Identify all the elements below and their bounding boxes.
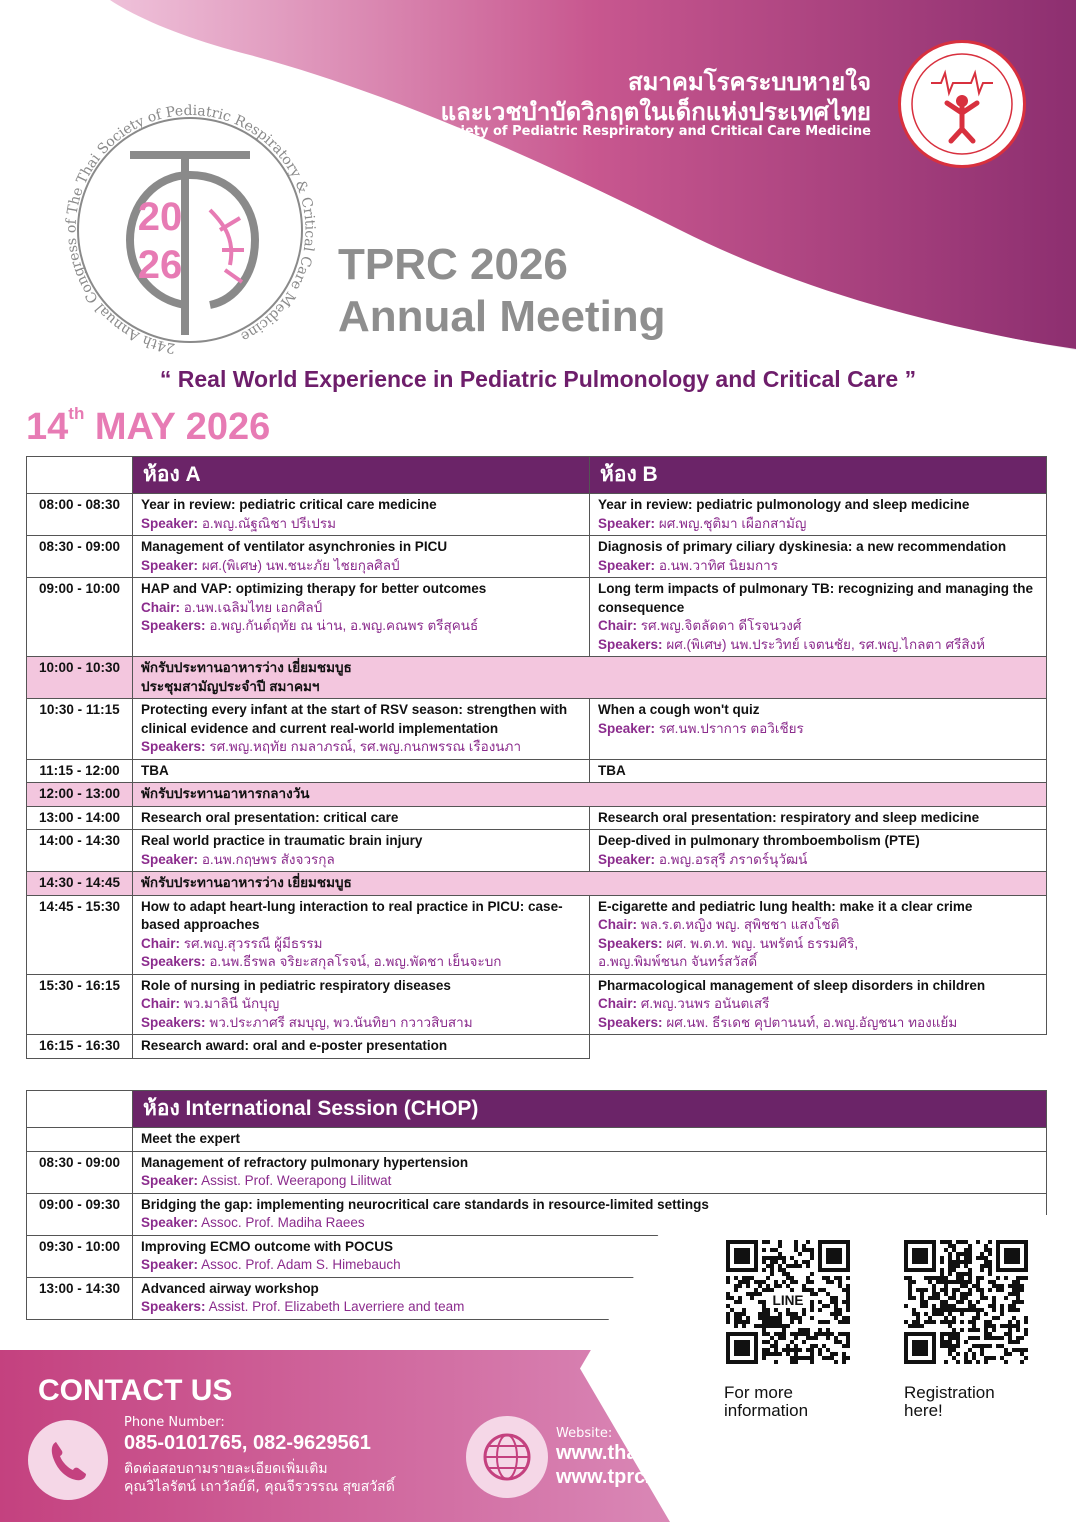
session-title: E-cigarette and pediatric lung health: make it a clear crime	[598, 898, 973, 914]
person-role-label: Speaker:	[598, 557, 656, 573]
person-names: ผศ.พญ.ชุติมา เผือกสามัญ	[658, 515, 807, 531]
congress-ring-text: 24th Annual Congress of The Thai Society of Pediatric Respiratory & Critical Care Medicine	[63, 102, 318, 356]
session-title: Bridging the gap: implementing neurocritical care standards in resource-limited settings	[141, 1196, 709, 1212]
session-person-line	[598, 515, 1038, 534]
session-row	[27, 759, 1047, 783]
person-role-label: Speaker:	[598, 720, 656, 736]
room-b-session	[590, 1035, 1047, 1059]
line-qr-code-icon[interactable]	[722, 1236, 854, 1368]
break-text: พักรับประทานอาหารกลางวัน	[141, 786, 310, 801]
congress-year-top: 20	[137, 195, 183, 239]
person-role-label: Speaker:	[141, 851, 199, 867]
session-title: Diagnosis of primary ciliary dyskinesia: a new recommendation	[598, 539, 1007, 554]
session-person-line	[141, 851, 581, 870]
time-slot: 09:00 - 09:30	[27, 1193, 133, 1235]
session-title: Management of ventilator asynchronies in PICU	[141, 539, 448, 554]
session-title: Management of refractory pulmonary hypertension	[141, 1154, 469, 1170]
session-person-line	[141, 738, 581, 757]
congress-logo	[60, 100, 320, 360]
session-person-line	[598, 617, 1038, 636]
time-slot: 09:00 - 10:00	[27, 578, 133, 657]
person-names: อ.นพ.กฤษพร สังจวรกุล	[201, 851, 335, 867]
person-names: ผศ. พ.ต.ท. พญ. นพรัตน์ ธรรมศิริ,	[666, 935, 859, 951]
person-role-label: Speakers:	[141, 739, 206, 754]
session-person-line	[141, 935, 581, 954]
person-role-label: Chair:	[598, 917, 638, 932]
time-slot: 14:30 - 14:45	[27, 872, 133, 896]
contact-note-line1: ติดต่อสอบถามรายละเอียดเพิ่มเติม	[124, 1461, 328, 1477]
phone-icon	[28, 1420, 108, 1500]
person-names: อ.พญ.อรสุรี ภราดร์นุวัฒน์	[658, 851, 808, 867]
person-role-label: Speakers:	[598, 636, 663, 652]
session-title: TBA	[141, 762, 169, 778]
room-b-session	[590, 895, 1047, 974]
session-title: Year in review: pediatric critical care medicine	[141, 497, 437, 512]
room-b-session	[590, 830, 1047, 872]
person-role-label: Speaker:	[141, 557, 199, 573]
session-title: Role of nursing in pediatric respiratory diseases	[141, 977, 451, 993]
society-thai-name-line2: และเวชบำบัดวิกฤตในเด็กแห่งประเทศไทย	[440, 98, 871, 126]
person-role-label: Speakers:	[141, 1299, 206, 1314]
room-a-session	[133, 806, 590, 830]
person-role-label: Speakers:	[598, 935, 663, 951]
society-logo	[898, 40, 1026, 168]
person-role-label: Chair:	[141, 996, 181, 1011]
room-a-session	[133, 699, 590, 760]
session-person-line	[598, 851, 1038, 870]
person-names: อ.พญ.พิมพ์ชนก จันทร์สวัสดิ์	[598, 954, 758, 969]
break-text: ประชุมสามัญประจำปี สมาคมฯ	[141, 678, 320, 694]
time-slot: 09:30 - 10:00	[27, 1235, 133, 1277]
room-b-session	[590, 494, 1047, 536]
society-logo-emblem-icon	[901, 43, 1023, 165]
event-date-day: 14	[26, 406, 69, 448]
person-names: Assoc. Prof. Adam S. Himebauch	[201, 1257, 401, 1272]
session-person-line	[141, 995, 581, 1014]
session-row	[27, 1035, 1047, 1059]
person-names: อ.พญ.ณัฐณิชา ปรีเปรม	[201, 515, 336, 531]
person-role-label: Speakers:	[141, 618, 206, 633]
time-slot: 13:00 - 14:30	[27, 1277, 133, 1319]
session-title: How to adapt heart-lung interaction to real practice in PICU: case-based approaches	[141, 898, 563, 932]
international-room-header: ห้อง International Session (CHOP)	[133, 1091, 1047, 1128]
info-qr-caption-line2: information	[724, 1401, 809, 1420]
session-row	[27, 578, 1047, 657]
break-row	[27, 657, 1047, 699]
person-role-label: Speakers:	[598, 1014, 663, 1030]
person-names: รศ.พญ.สุวรรณี ผู้มีธรรม	[183, 935, 323, 951]
session-person-line	[141, 599, 581, 618]
time-slot: 10:00 - 10:30	[27, 657, 133, 699]
session-person-line	[141, 953, 581, 972]
session-title: Deep-dived in pulmonary thromboembolism (PTE)	[598, 833, 920, 848]
session-title: Meet the expert	[141, 1131, 241, 1146]
event-date	[26, 404, 270, 449]
room-a-session	[133, 759, 590, 783]
session-row	[27, 895, 1047, 974]
session-person-line	[598, 916, 1038, 935]
phone-label: Phone Number:	[124, 1415, 225, 1430]
person-names: รศ.นพ.ปราการ ตอวิเชียร	[658, 720, 804, 736]
session-row	[27, 974, 1047, 1035]
break-cell	[133, 872, 1047, 896]
time-slot: 12:00 - 13:00	[27, 783, 133, 807]
globe-icon	[466, 1416, 548, 1498]
session-title: HAP and VAP: optimizing therapy for better outcomes	[141, 581, 487, 596]
session-person-line	[141, 617, 581, 636]
society-english-name: The Thai Society of Pediatric Respriratory and Critical Care Medicine	[367, 124, 871, 139]
room-a-session	[133, 494, 590, 536]
room-a-session	[133, 536, 590, 578]
person-role-label: Speaker:	[141, 515, 199, 531]
event-title-line1: TPRC 2026	[338, 240, 568, 289]
session-person-line	[598, 720, 1038, 739]
person-role-label: Speaker:	[141, 1257, 199, 1272]
person-names: รศ.พญ.จิตลัดดา ดีโรจนวงศ์	[640, 618, 802, 633]
session-person-line	[598, 1014, 1038, 1033]
break-row	[27, 783, 1047, 807]
person-names: ผศ.(พิเศษ) นพ.ประวิทย์ เจตนชัย, รศ.พญ.ไกลตา ศรีสิงห์	[666, 636, 986, 652]
person-names: อ.นพ.วาทิศ นิยมการ	[658, 557, 778, 573]
registration-qr-code-icon[interactable]	[900, 1236, 1032, 1368]
event-date-month-year: MAY 2026	[94, 406, 271, 448]
time-slot: 14:00 - 14:30	[27, 830, 133, 872]
event-title-line2: Annual Meeting	[338, 292, 666, 341]
session-row	[27, 830, 1047, 872]
time-slot: 08:00 - 08:30	[27, 494, 133, 536]
person-role-label: Chair:	[598, 618, 638, 633]
session-row	[27, 806, 1047, 830]
event-date-suffix: th	[68, 404, 85, 423]
person-role-label: Chair:	[141, 935, 181, 951]
session-title: Research award: oral and e-poster presentation	[141, 1038, 448, 1053]
congress-year-bottom: 26	[137, 243, 183, 287]
header-blank-cell	[27, 457, 133, 494]
session-title: TBA	[598, 762, 626, 778]
website-link-tprc2026[interactable]: www.tprc2026.com	[556, 1466, 737, 1488]
session-person-line	[141, 1172, 1038, 1191]
room-b-session	[590, 699, 1047, 760]
session-row	[27, 536, 1047, 578]
room-b-session	[590, 759, 1047, 783]
session-title: Research oral presentation: critical care	[141, 809, 399, 825]
international-header-row	[27, 1091, 1047, 1128]
person-role-label: Speaker:	[598, 515, 656, 531]
room-b-session	[590, 806, 1047, 830]
time-slot: 14:45 - 15:30	[27, 895, 133, 974]
session-person-line	[598, 995, 1038, 1014]
time-slot: 16:15 - 16:30	[27, 1035, 133, 1059]
room-b-session	[590, 974, 1047, 1035]
room-a-session	[133, 1035, 590, 1059]
session-title: Research oral presentation: respiratory and sleep medicine	[598, 809, 980, 825]
international-session	[133, 1128, 1047, 1152]
contact-note-line2: คุณวิไลรัตน์ เถาวัลย์ดี, คุณจีรวรรณ สุขสวัสดิ์	[124, 1479, 395, 1495]
person-role-label: Speaker:	[598, 851, 656, 867]
break-row	[27, 872, 1047, 896]
session-person-line	[598, 935, 1038, 954]
phone-numbers: 085-0101765, 082-9629561	[124, 1432, 371, 1454]
person-names: อ.นพ.ธีรพล จริยะสกุลโรจน์, อ.พญ.พัดชา เย็นจะบก	[209, 954, 502, 969]
registration-qr-caption-line2: here!	[904, 1401, 943, 1420]
person-names: ผศ.นพ. ธีรเดช คุปตานนท์, อ.พญ.อัญชนา ทองแย้ม	[666, 1014, 958, 1030]
session-title: Long term impacts of pulmonary TB: recognizing and managing the consequence	[598, 581, 1034, 615]
person-role-label: Speakers:	[141, 1014, 206, 1030]
room-b-session	[590, 536, 1047, 578]
person-names: Assoc. Prof. Madiha Raees	[201, 1215, 365, 1230]
person-role-label: Chair:	[598, 996, 638, 1011]
session-person-line	[598, 953, 1038, 972]
person-role-label: Speakers:	[141, 954, 206, 969]
event-theme: “ Real World Experience in Pediatric Pulmonology and Critical Care ”	[159, 366, 917, 392]
international-session	[133, 1151, 1047, 1193]
person-names: อ.นพ.เฉลิมไทย เอกศิลป์	[183, 599, 323, 615]
time-slot: 08:30 - 09:00	[27, 1151, 133, 1193]
international-session-row	[27, 1128, 1047, 1152]
session-title: Real world practice in traumatic brain injury	[141, 833, 423, 848]
session-row	[27, 699, 1047, 760]
person-role-label: Chair:	[141, 599, 181, 615]
time-slot	[27, 1128, 133, 1152]
room-a-session	[133, 895, 590, 974]
room-b-header: ห้อง B	[590, 457, 1047, 494]
website-label: Website:	[556, 1426, 613, 1441]
time-slot: 11:15 - 12:00	[27, 759, 133, 783]
schedule-header-row	[27, 457, 1047, 494]
session-person-line	[598, 557, 1038, 576]
society-thai-name-line1: สมาคมโรคระบบหายใจ	[627, 68, 871, 96]
room-a-session	[133, 578, 590, 657]
person-names: พว.มาลินี นักบุญ	[183, 996, 280, 1011]
person-names: พว.ประภาศรี สมบุญ, พว.นันทิยา กวาวสิบสาม	[209, 1014, 473, 1030]
contact-heading: CONTACT US	[38, 1374, 233, 1407]
person-names: พล.ร.ต.หญิง พญ. สุพิชชา แสงโชติ	[640, 917, 840, 932]
session-title: Advanced airway workshop	[141, 1280, 319, 1296]
person-names: ผศ.(พิเศษ) นพ.ชนะภัย ไชยกุลศิลป์	[201, 557, 400, 573]
person-names: อ.พญ.กันต์ฤทัย ณ น่าน, อ.พญ.คณพร ตรีสุคนธ์	[209, 618, 479, 633]
room-b-session	[590, 578, 1047, 657]
info-qr-caption	[724, 1384, 808, 1420]
person-role-label: Speaker:	[141, 1215, 199, 1230]
registration-qr-caption	[904, 1384, 995, 1420]
international-session-row	[27, 1151, 1047, 1193]
schedule-table	[26, 456, 1047, 1059]
session-title: Year in review: pediatric pulmonology and sleep medicine	[598, 497, 970, 512]
session-person-line	[141, 515, 581, 534]
person-names: Assist. Prof. Weerapong Lilitwat	[201, 1173, 392, 1188]
session-person-line	[141, 1014, 581, 1033]
session-title: Protecting every infant at the start of RSV season: strengthen with clinical evidence and current real-world implementation	[141, 702, 568, 736]
room-a-header: ห้อง A	[133, 457, 590, 494]
session-title: When a cough won't quiz	[598, 702, 760, 717]
session-title: Improving ECMO outcome with POCUS	[141, 1238, 394, 1254]
session-title: Pharmacological management of sleep disorders in children	[598, 977, 986, 993]
person-names: รศ.พญ.หฤทัย กมลาภรณ์, รศ.พญ.กนกพรรณ เรืองนภา	[209, 739, 522, 754]
session-row	[27, 494, 1047, 536]
break-text: พักรับประทานอาหารว่าง เยี่ยมชมบูธ	[141, 660, 352, 675]
time-slot: 10:30 - 11:15	[27, 699, 133, 760]
session-person-line	[598, 636, 1038, 655]
session-person-line	[141, 557, 581, 576]
person-names: Assist. Prof. Elizabeth Laverriere and team	[208, 1299, 465, 1314]
room-a-session	[133, 974, 590, 1035]
break-text: พักรับประทานอาหารว่าง เยี่ยมชมบูธ	[141, 875, 352, 890]
header-blank-cell	[27, 1091, 133, 1128]
website-link-thaipedlung[interactable]: www.thaipedlung.org	[556, 1442, 759, 1464]
person-names: ศ.พญ.วนพร อนันตเสรี	[640, 996, 770, 1011]
line-qr-label: LINE	[772, 1293, 804, 1309]
time-slot: 08:30 - 09:00	[27, 536, 133, 578]
time-slot: 13:00 - 14:00	[27, 806, 133, 830]
registration-qr-caption-line1: Registration	[904, 1383, 995, 1402]
room-a-session	[133, 830, 590, 872]
time-slot: 15:30 - 16:15	[27, 974, 133, 1035]
info-qr-caption-line1: For more	[724, 1383, 793, 1402]
break-cell	[133, 657, 1047, 699]
break-cell	[133, 783, 1047, 807]
person-role-label: Speaker:	[141, 1173, 199, 1188]
